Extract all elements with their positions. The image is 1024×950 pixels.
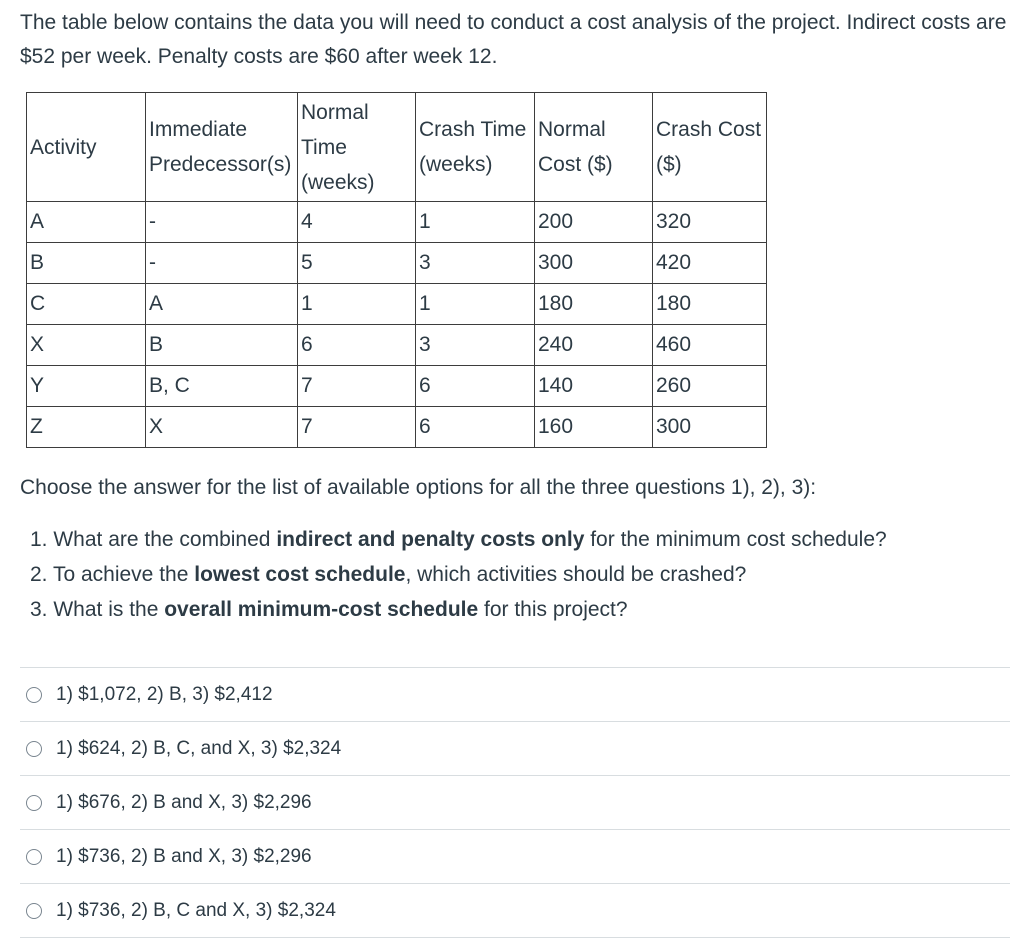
question-emphasis: overall minimum-cost schedule <box>164 598 479 621</box>
cell-crash-cost: 320 <box>653 202 767 243</box>
table-header-row <box>27 93 767 202</box>
cell-predecessor: X <box>146 407 298 448</box>
answer-option-label[interactable]: 1) $676, 2) B and X, 3) $2,296 <box>56 791 312 813</box>
cost-table <box>26 92 767 448</box>
cell-crash-cost: 180 <box>653 284 767 325</box>
answer-option-label[interactable]: 1) $624, 2) B, C, and X, 3) $2,324 <box>56 737 342 759</box>
table-row <box>27 366 767 407</box>
header-crash-time: Crash Time (weeks) <box>416 93 535 202</box>
table-row <box>27 325 767 366</box>
radio-button-icon[interactable] <box>26 903 42 919</box>
cell-crash-time: 3 <box>416 325 535 366</box>
cell-activity: B <box>27 243 146 284</box>
answer-option[interactable] <box>20 721 1010 775</box>
cell-crash-cost: 300 <box>653 407 767 448</box>
cell-crash-cost: 420 <box>653 243 767 284</box>
cell-crash-time: 6 <box>416 407 535 448</box>
cell-normal-time: 5 <box>298 243 416 284</box>
answer-option-label[interactable]: 1) $736, 2) B and X, 3) $2,296 <box>56 845 312 867</box>
table-row <box>27 202 767 243</box>
cell-activity: Z <box>27 407 146 448</box>
question-emphasis: lowest cost schedule <box>194 563 406 586</box>
answer-option[interactable] <box>20 775 1010 829</box>
header-predecessor: Immediate Predecessor(s) <box>146 93 298 202</box>
answer-option[interactable] <box>20 829 1010 883</box>
cell-normal-time: 6 <box>298 325 416 366</box>
header-activity: Activity <box>27 93 146 202</box>
cell-crash-time: 1 <box>416 284 535 325</box>
question-item <box>30 592 887 627</box>
question-text: 2. To achieve the <box>30 563 195 586</box>
cell-normal-cost: 140 <box>535 366 653 407</box>
cell-predecessor: B <box>146 325 298 366</box>
question-text: 1. What are the combined <box>30 528 277 551</box>
cell-normal-cost: 240 <box>535 325 653 366</box>
cell-crash-cost: 260 <box>653 366 767 407</box>
question-emphasis: indirect and penalty costs only <box>276 528 585 551</box>
question-text: for this project? <box>478 598 628 621</box>
question-text: 3. What is the <box>30 598 165 621</box>
cell-activity: A <box>27 202 146 243</box>
answer-options <box>20 667 1010 938</box>
table-row <box>27 407 767 448</box>
cell-crash-time: 3 <box>416 243 535 284</box>
answer-option[interactable] <box>20 667 1010 721</box>
question-text: for the minimum cost schedule? <box>584 528 887 551</box>
answer-option-label[interactable]: 1) $736, 2) B, C and X, 3) $2,324 <box>56 899 336 921</box>
cell-normal-cost: 200 <box>535 202 653 243</box>
question-item <box>30 557 887 592</box>
table-row <box>27 284 767 325</box>
header-normal-time: Normal Time (weeks) <box>298 93 416 202</box>
header-normal-cost: Normal Cost ($) <box>535 93 653 202</box>
cell-normal-cost: 160 <box>535 407 653 448</box>
answer-option[interactable] <box>20 883 1010 938</box>
cell-normal-time: 7 <box>298 366 416 407</box>
cell-activity: Y <box>27 366 146 407</box>
cell-normal-cost: 300 <box>535 243 653 284</box>
intro-text: The table below contains the data you will need to conduct a cost analysis of the project. Indirect costs are $52 per week. Penalty costs are $60 after week 12. <box>20 11 1007 68</box>
cell-predecessor: A <box>146 284 298 325</box>
question-list <box>30 522 887 627</box>
cell-crash-cost: 460 <box>653 325 767 366</box>
cell-normal-time: 4 <box>298 202 416 243</box>
cell-normal-time: 7 <box>298 407 416 448</box>
header-crash-cost: Crash Cost ($) <box>653 93 767 202</box>
cell-normal-cost: 180 <box>535 284 653 325</box>
cell-activity: X <box>27 325 146 366</box>
table-row <box>27 243 767 284</box>
cell-crash-time: 1 <box>416 202 535 243</box>
radio-button-icon[interactable] <box>26 795 42 811</box>
radio-button-icon[interactable] <box>26 741 42 757</box>
cell-activity: C <box>27 284 146 325</box>
choose-instruction: Choose the answer for the list of available options for all the three questions 1), 2), 3): <box>20 476 817 499</box>
cell-predecessor: - <box>146 243 298 284</box>
answer-option-label[interactable]: 1) $1,072, 2) B, 3) $2,412 <box>56 683 273 705</box>
cell-predecessor: B, C <box>146 366 298 407</box>
radio-button-icon[interactable] <box>26 849 42 865</box>
cell-normal-time: 1 <box>298 284 416 325</box>
cell-predecessor: - <box>146 202 298 243</box>
radio-button-icon[interactable] <box>26 687 42 703</box>
question-item <box>30 522 887 557</box>
question-text: , which activities should be crashed? <box>405 563 747 586</box>
cell-crash-time: 6 <box>416 366 535 407</box>
